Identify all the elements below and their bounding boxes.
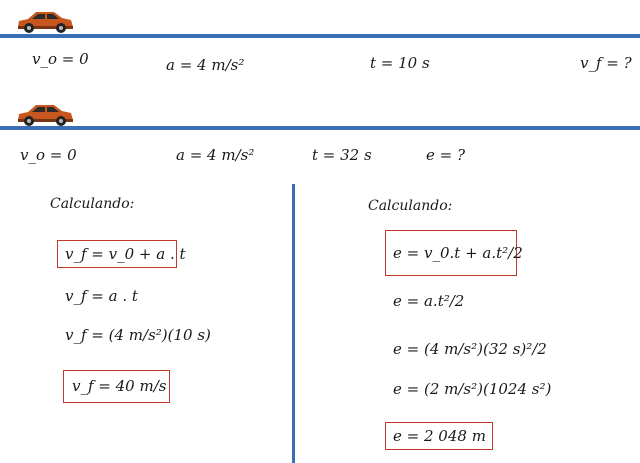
- right-step-1: e = v_0.t + a.t²/2: [393, 244, 523, 262]
- right-heading: Calculando:: [368, 198, 453, 214]
- right-step-5: e = 2 048 m: [393, 427, 486, 445]
- p2-unknown: e = ?: [426, 146, 466, 164]
- p1-time: t = 10 s: [370, 54, 430, 72]
- road-line-1: [0, 34, 640, 38]
- right-step-4: e = (2 m/s²)(1024 s²): [393, 380, 552, 398]
- car-icon: [14, 101, 76, 127]
- car-icon: [14, 8, 76, 34]
- right-step-3: e = (4 m/s²)(32 s)²/2: [393, 340, 547, 358]
- p2-acceleration: a = 4 m/s²: [176, 146, 255, 164]
- left-step-3: v_f = (4 m/s²)(10 s): [65, 326, 211, 344]
- p1-initial-velocity: v_o = 0: [32, 50, 89, 68]
- right-step-2: e = a.t²/2: [393, 292, 465, 310]
- p1-unknown: v_f = ?: [580, 54, 632, 72]
- left-step-4: v_f = 40 m/s: [72, 377, 167, 395]
- column-divider: [292, 184, 295, 463]
- p2-initial-velocity: v_o = 0: [20, 146, 77, 164]
- left-step-1: v_f = v_0 + a . t: [65, 245, 186, 263]
- p2-time: t = 32 s: [312, 146, 372, 164]
- left-heading: Calculando:: [50, 196, 135, 212]
- p1-acceleration: a = 4 m/s²: [166, 56, 245, 74]
- left-step-2: v_f = a . t: [65, 287, 138, 305]
- road-line-2: [0, 126, 640, 130]
